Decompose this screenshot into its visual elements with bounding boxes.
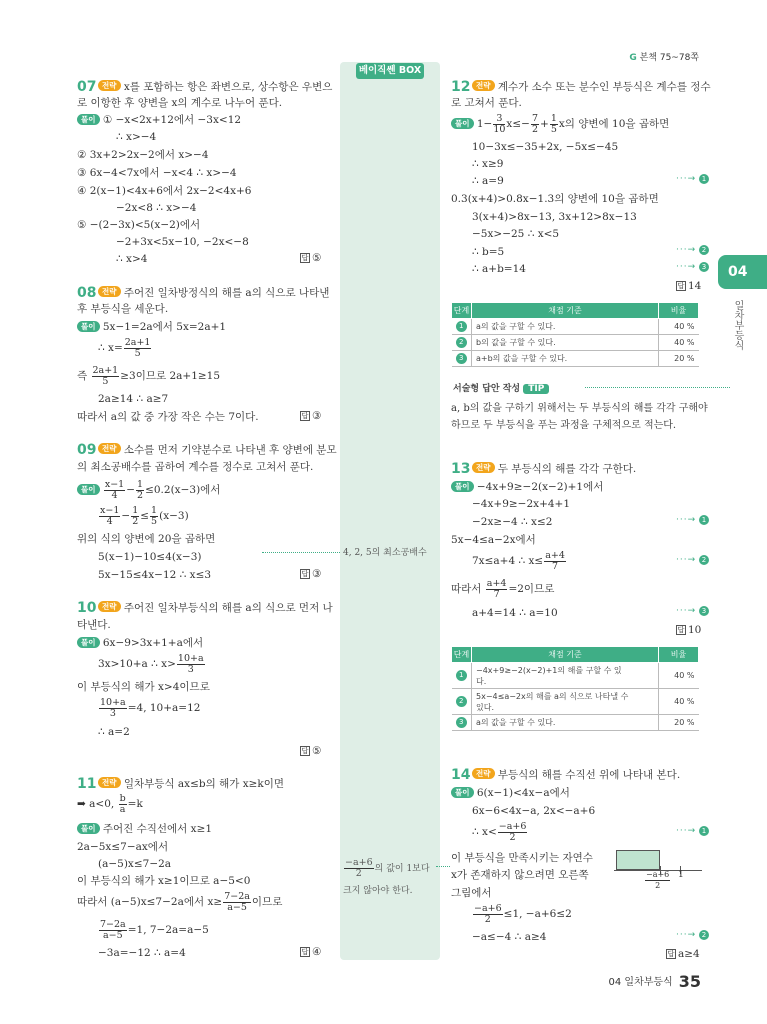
- q13-line-7: a+4=14 ∴ a=10: [472, 607, 558, 619]
- q11-line-6: $\frac{7-2a}{a-5}$ =1, 7−2a=a−5: [100, 918, 209, 941]
- q08-line-2: ∴ x= $\frac{2a+1}{5}$: [98, 336, 151, 359]
- note-leader-line: [262, 552, 340, 553]
- q14-line-7: $\frac{-a+6}{2}$ ≤1, −a+6≤2: [474, 902, 572, 925]
- q11-answer: 답 ④: [301, 946, 322, 958]
- step-marker-1: ···→ 1: [676, 174, 709, 184]
- step-marker-1: ···→ 1: [676, 515, 709, 525]
- q07-line-8: −2+3x<5x−10, −2x<−8: [116, 236, 249, 248]
- q12-line-5: 0.3(x+4)>0.8x−1.3의 양변에 10을 곱하면: [451, 193, 659, 205]
- q12-line-8: ∴ b=5: [472, 246, 505, 258]
- q11-strategy: 전략 일차부등식 ax≤b의 해가 x≥k이면: [98, 777, 284, 791]
- tip-divider: [585, 387, 730, 388]
- q07-line-2: ∴ x>−4: [116, 131, 157, 143]
- q14-line-5: x가 존재하지 않으려면 오른쪽: [451, 869, 589, 881]
- q07-line-1: 풀이 ① −x<2x+12에서 −3x<12: [77, 113, 241, 127]
- q08-strategy: 전략 주어진 일차방정식의 해를 a의 식으로 나타낸: [98, 286, 329, 300]
- q12-line-6: 3(x+4)>8x−13, 3x+12>8x−13: [472, 211, 637, 223]
- q07-line-3: ② 3x+2>2x−2에서 x>−4: [77, 149, 209, 161]
- side-note-panel: [340, 62, 440, 960]
- q10-line-4: $\frac{10+a}{3}$ =4, 10+a=12: [100, 696, 201, 719]
- q11-line-4: 이 부등식의 해가 x≥1이므로 a−5<0: [77, 875, 251, 887]
- q10-line-2: 3x>10+a ∴ x> $\frac{10+a}{3}$: [98, 652, 204, 675]
- q14-line-1: 풀이 6(x−1)<4x−a에서: [451, 786, 570, 800]
- table-header: 단계: [452, 303, 472, 319]
- table-row: 1 a의 값을 구할 수 있다. 40 %: [452, 319, 699, 335]
- q11-line-3: (a−5)x≤7−2a: [98, 858, 172, 870]
- tip-text-2: 하므로 두 부등식을 푸는 과정을 구체적으로 적는다.: [451, 420, 677, 431]
- step-marker-3: ···→ 3: [676, 262, 709, 272]
- q07-strategy-2: 로 이항한 후 양변을 x의 계수로 나누어 푼다.: [77, 97, 283, 109]
- q14-answer: 답 a≥4: [667, 948, 700, 960]
- q11-line-7: −3a=−12 ∴ a=4: [98, 947, 186, 959]
- q07-line-9: ∴ x>4: [116, 253, 148, 265]
- q09-line-2: $\frac{x-1}{4}$ − $\frac{1}{2}$ ≤ $\frac{1}{5}$ (x−3): [100, 504, 189, 527]
- q14-line-8: −a≤−4 ∴ a≥4: [472, 931, 547, 943]
- table-header: 채점 기준: [472, 303, 659, 319]
- question-number-14: 14: [451, 767, 471, 783]
- q11-line-5: 따라서 (a−5)x≤7−2a에서 x≥ $\frac{7-2a}{a-5}$ 이므로: [77, 890, 283, 913]
- step-marker-2: ···→ 2: [676, 930, 709, 940]
- q07-answer: 답 ⑤: [301, 252, 322, 264]
- q13-line-1: 풀이 −4x+9≥−2(x−2)+1에서: [451, 480, 603, 494]
- q12-strategy: 전략 계수가 소수 또는 분수인 부등식은 계수를 정수: [472, 80, 711, 94]
- table-header: 비율: [659, 303, 699, 319]
- q07-line-7: ⑤ −(2−3x)<5(x−2)에서: [77, 219, 201, 231]
- q07-line-4: ③ 6x−4<7x에서 −x<4 ∴ x>−4: [77, 167, 237, 179]
- step-marker-2: ···→ 2: [676, 555, 709, 565]
- table-row: 2 5x−4≤a−2x의 해를 a의 식으로 나타낼 수 있다. 40 %: [452, 689, 699, 715]
- q07-line-6: −2x<8 ∴ x>−4: [116, 202, 197, 214]
- side-note-condition: $\frac{-a+6}{2}$ 의 값이 1보다: [345, 857, 430, 879]
- chapter-tab[interactable]: 04: [718, 255, 767, 289]
- q13-grading-table: [451, 646, 699, 731]
- question-number-12: 12: [451, 79, 471, 95]
- q09-line-3: 위의 식의 양변에 20을 곱하면: [77, 533, 216, 545]
- tip-heading: 서술형 답안 작성 TIP: [453, 381, 549, 394]
- number-line-figure: [614, 850, 704, 890]
- q14-line-2: 6x−6<4x−a, 2x<−a+6: [472, 805, 596, 817]
- table-row: 3 a+b의 값을 구할 수 있다. 20 %: [452, 351, 699, 367]
- q12-line-9: ∴ a+b=14: [472, 263, 526, 275]
- q12-line-3: ∴ x≥9: [472, 158, 504, 170]
- q08-answer: 답 ③: [301, 410, 322, 422]
- q14-line-3: ∴ x< $\frac{-a+6}{2}$: [472, 820, 527, 843]
- chapter-tab-label: 일차부등식: [732, 300, 743, 350]
- q09-answer: 답 ③: [301, 568, 322, 580]
- q14-strategy: 전략 부등식의 해를 수직선 위에 나타내 본다.: [472, 768, 680, 782]
- side-note-lcm: 4, 2, 5의 최소공배수: [343, 548, 427, 558]
- table-header: 단계: [452, 647, 472, 663]
- q12-line-1: 풀이 1− $\frac{3}{10}$ x≤− $\frac{7}{2}$ + $\frac{1}{5}$ x의 양변에 10을 곱하면: [451, 112, 669, 136]
- q11-line-1: 풀이 주어진 수직선에서 x≥1: [77, 822, 212, 836]
- q09-strategy: 전략 소수를 먼저 기약분수로 나타낸 후 양변에 분모: [98, 443, 337, 457]
- q13-line-6: 따라서 $\frac{a+4}{7}$ =2이므로: [451, 577, 555, 600]
- q10-line-3: 이 부등식의 해가 x>4이므로: [77, 681, 210, 693]
- solution-region: [616, 850, 660, 870]
- q12-grading-table: [451, 302, 699, 367]
- q09-strategy-2: 의 최소공배수를 곱하여 계수를 정수로 고쳐서 푼다.: [77, 461, 314, 473]
- q08-line-4: 2a≥14 ∴ a≥7: [98, 393, 169, 405]
- table-row: 1 −4x+9≥−2(x−2)+1의 해를 구할 수 있 다. 40 %: [452, 663, 699, 689]
- q08-strategy-2: 후 부등식을 세운다.: [77, 303, 169, 315]
- q12-line-4: ∴ a=9: [472, 175, 504, 187]
- page-reference: G 본책 75~78쪽: [629, 53, 699, 63]
- q09-line-1: 풀이 $\frac{x-1}{4}$ − $\frac{1}{2}$ ≤0.2(x−3)에서: [77, 478, 220, 502]
- step-marker-1: ···→ 1: [676, 826, 709, 836]
- table-header: 채점 기준: [472, 647, 659, 663]
- q13-line-4: 5x−4≤a−2x에서: [451, 534, 536, 546]
- side-note-title: 베이직쎈 BOX: [356, 63, 424, 79]
- question-number-11: 11: [77, 776, 97, 792]
- side-note-condition-2: 크지 않아야 한다.: [343, 886, 413, 896]
- question-number-10: 10: [77, 600, 97, 616]
- q12-line-7: −5x>−25 ∴ x<5: [472, 228, 560, 240]
- q13-line-3: −2x≥−4 ∴ x≤2: [472, 516, 553, 528]
- tip-text-1: a, b의 값을 구하기 위해서는 두 부등식의 해를 각각 구해야: [451, 403, 708, 414]
- q08-line-1: 풀이 5x−1=2a에서 5x=2a+1: [77, 320, 226, 334]
- question-number-08: 08: [77, 285, 97, 301]
- q10-line-1: 풀이 6x−9>3x+1+a에서: [77, 636, 203, 650]
- page-footer: 04 일차부등식 35: [608, 972, 701, 991]
- q12-answer: 답 14: [677, 280, 702, 292]
- q14-line-6: 그림에서: [451, 887, 492, 899]
- q14-line-4: 이 부등식을 만족시키는 자연수: [451, 852, 593, 864]
- q10-strategy: 전략 주어진 일차부등식의 해를 a의 식으로 먼저 나: [98, 601, 333, 615]
- question-number-09: 09: [77, 442, 97, 458]
- axis-label-fraction: $\frac{-a+6}{2}$: [646, 870, 670, 890]
- question-number-07: 07: [77, 79, 97, 95]
- q13-line-5: 7x≤a+4 ∴ x≤ $\frac{a+4}{7}$: [472, 549, 565, 572]
- table-row: 2 b의 값을 구할 수 있다. 40 %: [452, 335, 699, 351]
- q10-answer: 답 ⑤: [301, 745, 322, 757]
- q11-line-0: ➡ a<0, $\frac{b}{a}$ =k: [77, 792, 143, 815]
- q07-strategy: 전략 x를 포함하는 항은 좌변으로, 상수항은 우변으: [98, 80, 332, 94]
- step-marker-2: ···→ 2: [676, 245, 709, 255]
- q09-line-4: 5(x−1)−10≤4(x−3): [98, 551, 202, 563]
- q13-line-2: −4x+9≥−2x+4+1: [472, 498, 571, 510]
- q10-line-5: ∴ a=2: [98, 726, 130, 738]
- note-leader-line-2: [436, 866, 450, 867]
- q09-line-5: 5x−15≤4x−12 ∴ x≤3: [98, 569, 212, 581]
- table-header: 비율: [659, 647, 699, 663]
- q12-line-2: 10−3x≤−35+2x, −5x≤−45: [472, 141, 619, 153]
- q12-strategy-2: 로 고쳐서 푼다.: [451, 97, 522, 109]
- q08-line-5: 따라서 a의 값 중 가장 작은 수는 7이다.: [77, 411, 259, 423]
- q13-strategy: 전략 두 부등식의 해를 각각 구한다.: [472, 462, 636, 476]
- q11-line-2: 2a−5x≤7−ax에서: [77, 841, 169, 853]
- q10-strategy-2: 타낸다.: [77, 619, 111, 631]
- q08-line-3: 즉 $\frac{2a+1}{5}$ ≥3이므로 2a+1≥15: [77, 364, 221, 387]
- question-number-13: 13: [451, 461, 471, 477]
- q13-answer: 답 10: [677, 624, 702, 636]
- step-marker-3: ···→ 3: [676, 606, 709, 616]
- table-row: 3 a의 값을 구할 수 있다. 20 %: [452, 715, 699, 731]
- axis-label-one: 1: [678, 870, 684, 880]
- q07-line-5: ④ 2(x−1)<4x+6에서 2x−2<4x+6: [77, 185, 252, 197]
